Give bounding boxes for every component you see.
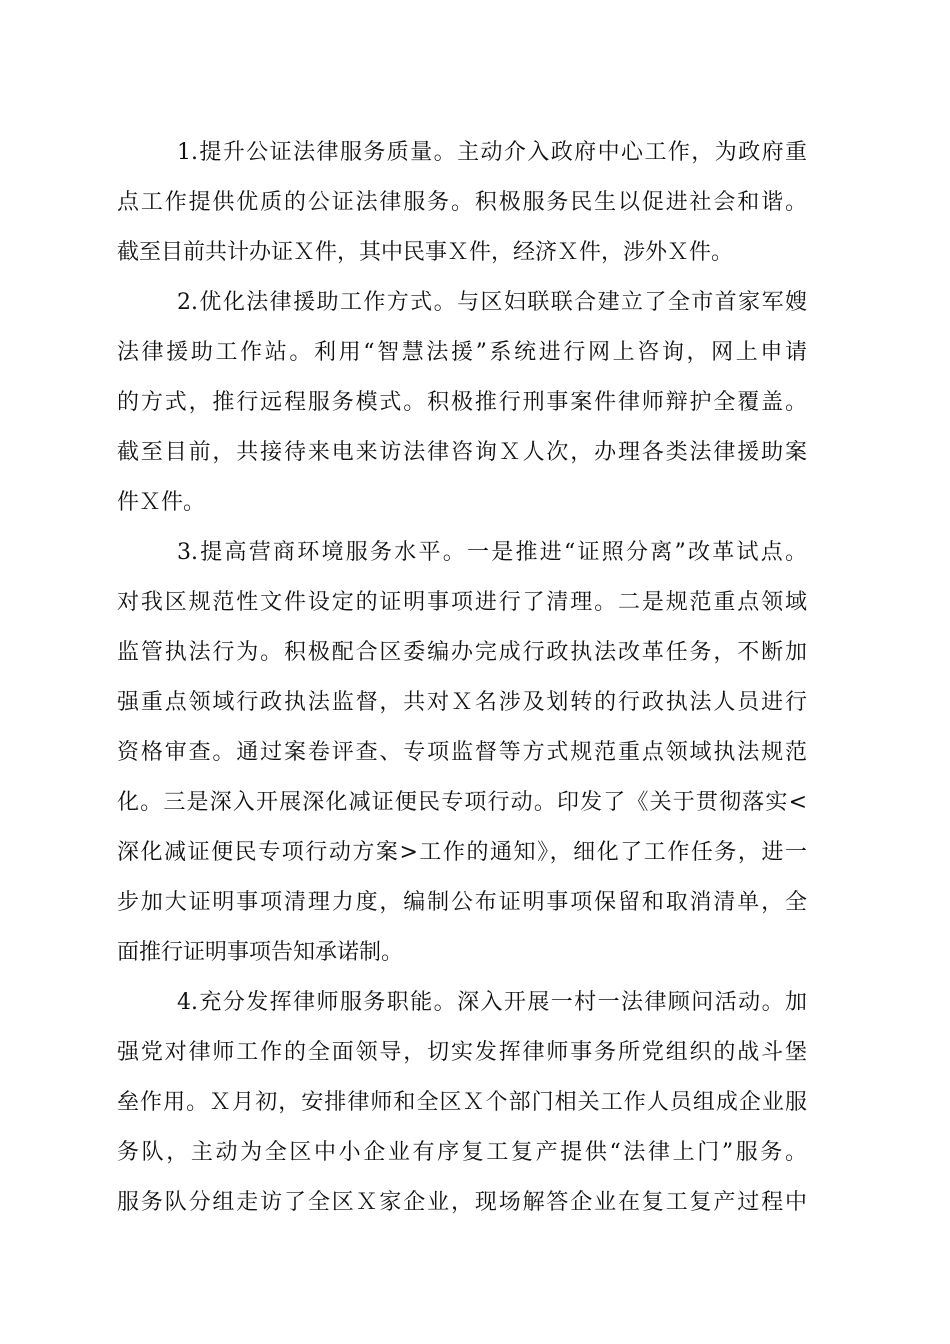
- text-line: 面推行证明事项告知承诺制。: [117, 940, 404, 965]
- text-line: 垒作用。Ｘ月初，安排律师和全区Ｘ个部门相关工作人员组成企业服: [117, 1090, 807, 1115]
- text-line: 化。三是深入开展深化减证便民专项行动。印发了《关于贯彻落实<: [117, 790, 807, 815]
- document-body: [117, 128, 807, 1228]
- text-line: 截至目前，共接待来电来访法律咨询Ｘ人次，办理各类法律援助案: [117, 440, 807, 465]
- text-line: 2.优化法律援助工作方式。与区妇联联合建立了全市首家军嫂: [177, 290, 807, 315]
- text-line: 监管执法行为。积极配合区委编办完成行政执法改革任务，不断加: [117, 640, 807, 665]
- text-line: 3.提高营商环境服务水平。一是推进“证照分离”改革试点。: [177, 540, 807, 565]
- text-line: 4.充分发挥律师服务职能。深入开展一村一法律顾问活动。加: [177, 990, 807, 1015]
- text-line: 对我区规范性文件设定的证明事项进行了清理。二是规范重点领域: [117, 590, 807, 615]
- text-line: 的方式，推行远程服务模式。积极推行刑事案件律师辩护全覆盖。: [117, 390, 807, 415]
- text-line: 资格审查。通过案卷评查、专项监督等方式规范重点领域执法规范: [117, 740, 807, 765]
- text-line: 深化减证便民专项行动方案>工作的通知》，细化了工作任务，进一: [117, 840, 807, 865]
- text-line: 截至目前共计办证Ｘ件，其中民事Ｘ件，经济Ｘ件，涉外Ｘ件。: [117, 240, 734, 265]
- text-line: 强党对律师工作的全面领导，切实发挥律师事务所党组织的战斗堡: [117, 1040, 807, 1065]
- text-line: 件Ｘ件。: [117, 490, 206, 515]
- text-line: 点工作提供优质的公证法律服务。积极服务民生以促进社会和谐。: [117, 190, 807, 215]
- paragraph-notary: [117, 128, 807, 278]
- text-line: 强重点领域行政执法监督，共对Ｘ名涉及划转的行政执法人员进行: [117, 690, 807, 715]
- paragraph-lawyer-services: [117, 978, 807, 1228]
- paragraph-business-environment: [117, 528, 807, 978]
- text-line: 服务队分组走访了全区Ｘ家企业，现场解答企业在复工复产过程中: [117, 1190, 807, 1215]
- text-line: 1.提升公证法律服务质量。主动介入政府中心工作，为政府重: [177, 140, 807, 165]
- text-line: 务队，主动为全区中小企业有序复工复产提供“法律上门”服务。: [117, 1140, 807, 1165]
- text-line: 步加大证明事项清理力度，编制公布证明事项保留和取消清单，全: [117, 890, 807, 915]
- paragraph-legal-aid: [117, 278, 807, 528]
- text-line: 法律援助工作站。利用“智慧法援”系统进行网上咨询，网上申请: [117, 340, 807, 365]
